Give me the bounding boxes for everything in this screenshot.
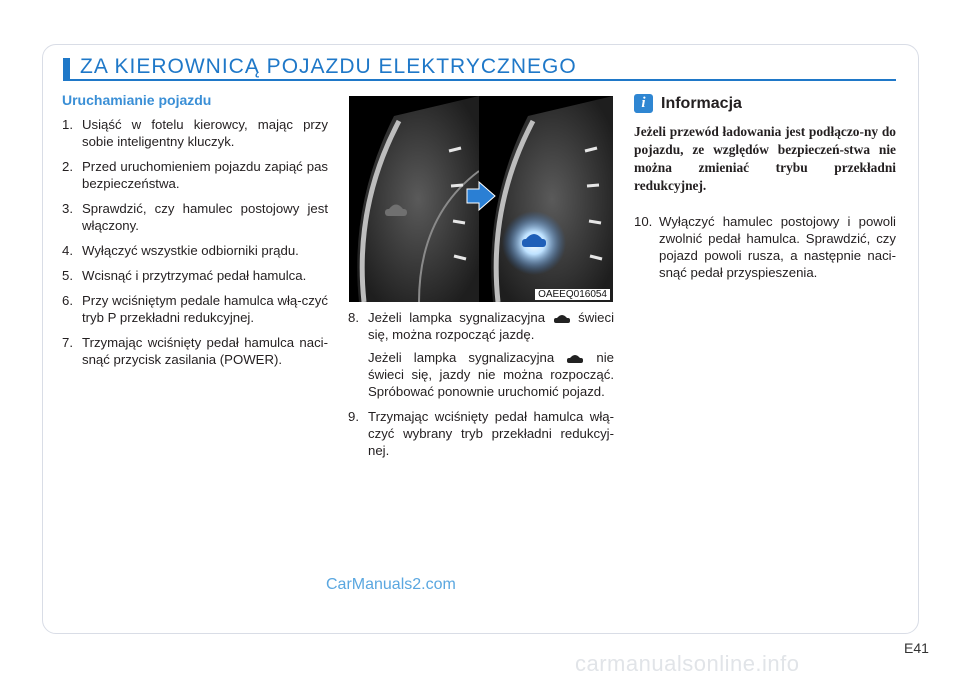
middle-column [348,309,614,467]
start-steps-list [62,116,328,368]
right-column [634,94,896,289]
step-text-part: nie świeci się, jazdy nie można rozpocząć. Spróbować ponownie uruchomić pojazd. [368,350,614,399]
step-number: 7. [62,335,73,350]
left-column [62,92,328,376]
step-text: Trzymając wciśnięty pedał hamulca włą-czyć wybrany tryb przekładni redukcyj-nej. [368,409,614,458]
list-item [62,242,328,259]
step-number: 8. [348,310,359,325]
info-heading [634,94,896,113]
step-number: 4. [62,243,73,258]
step-subparagraph [348,349,614,400]
header-accent-bar [63,58,70,79]
list-item [62,116,328,150]
steps-list-continued [348,408,614,459]
header-rule [63,79,896,81]
step-number: 6. [62,293,73,308]
step-text [368,309,614,343]
step-text: Przed uruchomieniem pojazdu zapiąć pas bezpieczeństwa. [82,159,328,191]
step-number: 9. [348,409,359,424]
list-item [62,292,328,326]
step-number: 1. [62,117,73,132]
step-number: 2. [62,159,73,174]
list-item [62,200,328,234]
footer-watermark: carmanualsonline.info [575,651,800,676]
step-text-part: Jeżeli lampka sygnalizacyjna [368,310,546,325]
step-number: 5. [62,268,73,283]
list-item [348,408,614,459]
ready-lamp-icon [566,354,584,364]
step-text: Usiąść w fotelu kierowcy, mając przy sobie inteligentny kluczyk. [82,117,328,149]
step-text: Wyłączyć hamulec postojowy i powoli zwolnić pedał hamulca. Sprawdzić, czy pojazd powoli rusza, a następnie naci-snąć pedał przyspieszenia. [659,214,896,280]
steps-list-continued [634,213,896,281]
list-item [62,158,328,192]
list-item [62,334,328,368]
step-number: 10. [634,214,653,229]
site-watermark: CarManuals2.com [326,576,456,593]
info-title: Informacja [661,94,742,112]
step-text: Trzymając wciśnięty pedał hamulca naci-snąć przycisk zasilania (POWER). [82,335,328,367]
step-text: Wyłączyć wszystkie odbiorniki prądu. [82,243,299,258]
cluster-illustration [349,96,613,302]
step-text-part: świeci się, można rozpocząć jazdę. [368,310,614,342]
instrument-cluster-figure [349,96,613,302]
step-text: Przy wciśniętym pedale hamulca włą-czyć tryb P przekładni redukcyjnej. [82,293,328,325]
step-text: Wcisnąć i przytrzymać pedał hamulca. [82,268,307,283]
page-number: E41 [904,640,929,656]
figure-code: OAEEQ016054 [535,289,610,300]
step-text-part: Jeżeli lampka sygnalizacyjna [368,350,555,365]
step-text: Sprawdzić, czy hamulec postojowy jest włączony. [82,201,328,233]
subsection-title: Uruchamianie pojazdu [62,92,212,108]
info-text: Jeżeli przewód ładowania jest podłączo-ny do pojazdu, ze względów bezpieczeń-stwa nie można zmieniać trybu przekładni redukcyjnej. [634,124,896,193]
ready-lamp-icon [553,314,571,324]
step-number: 3. [62,201,73,216]
list-item [348,309,614,343]
section-header-title: ZA KIEROWNICĄ POJAZDU ELEKTRYCZNEGO [80,55,577,78]
steps-list-continued [348,309,614,343]
list-item [62,267,328,284]
info-icon: i [634,94,653,113]
list-item [634,213,896,281]
